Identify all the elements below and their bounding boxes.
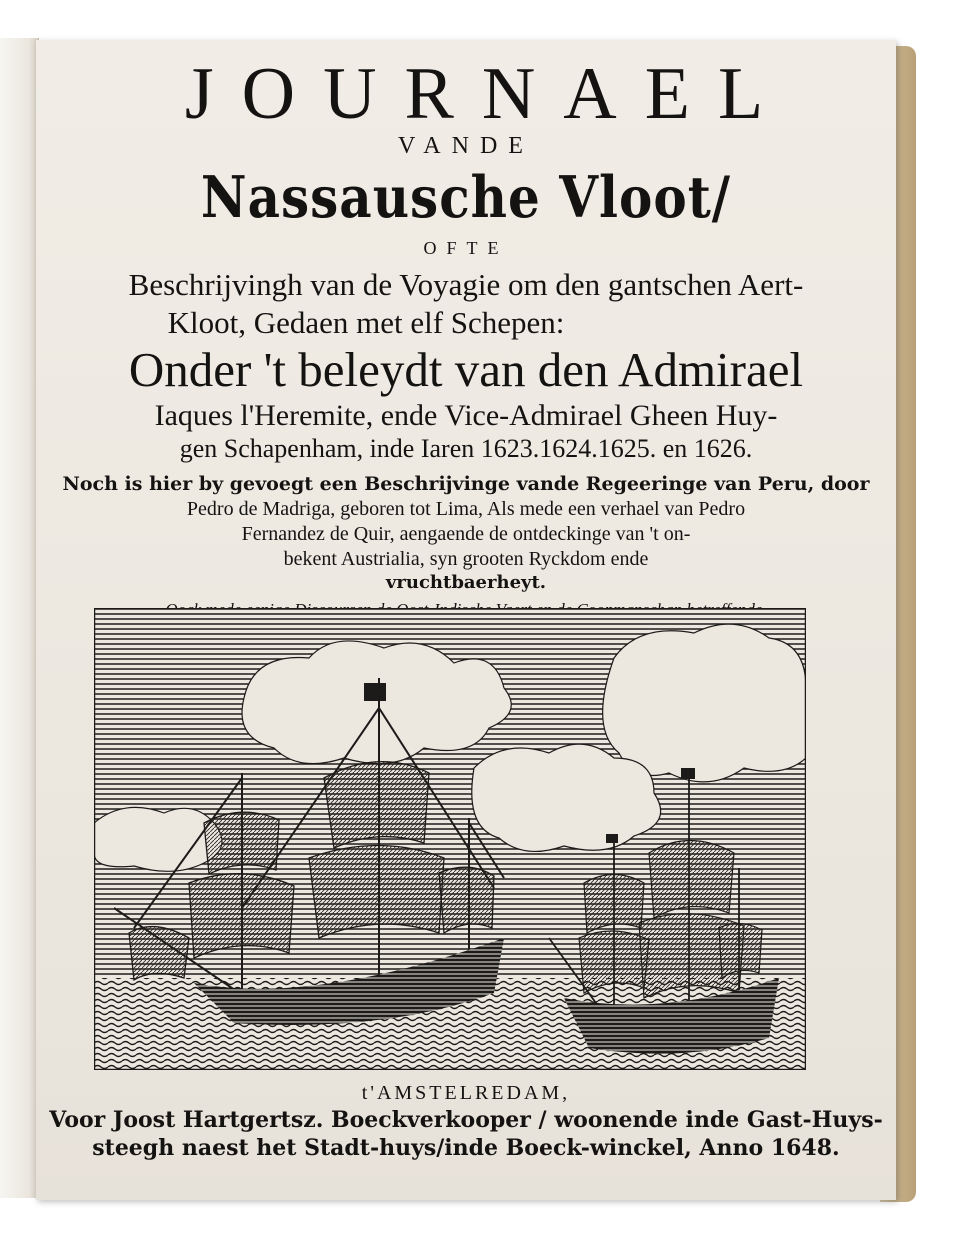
addition-line-3: Fernandez de Quir, aengaende de ontdeckinge van 't on- xyxy=(241,523,691,545)
addition-line-5: vruchtbaerheyt. xyxy=(385,572,547,593)
ships-woodcut xyxy=(94,608,806,1070)
title-vande: VANDE xyxy=(398,133,534,159)
facing-blank-page xyxy=(0,38,39,1198)
addition-line-4: bekent Austrialia, syn grooten Ryckdom ende xyxy=(283,548,649,570)
title-ofte: OFTE xyxy=(423,238,509,258)
place-of-publication: t'AMSTELREDAM, xyxy=(361,1082,571,1104)
admirals-line-1: Iaques l'Heremite, ende Vice-Admirael Gheen Huy- xyxy=(154,399,778,432)
book-title: JOURNAEL xyxy=(184,53,792,135)
addition-line-2: Pedro de Madriga, geboren tot Lima, Als mede een verhael van Pedro xyxy=(186,498,746,520)
title-page xyxy=(36,40,896,1200)
description-line-1: Beschrijvingh van de Voyagie om den gantschen Aert- xyxy=(128,267,804,302)
addition-line-1: Noch is hier by gevoegt een Beschrijvinge vande Regeeringe van Peru, door xyxy=(62,473,870,495)
imprint-line-1: Voor Joost Hartgertsz. Boeckverkooper / woonende inde Gast-Huys- xyxy=(49,1107,883,1133)
fleet-title: Nassausche Vloot/ xyxy=(200,163,732,231)
command-line: Onder 't beleydt van den Admirael xyxy=(128,342,804,397)
imprint-line-2: steegh naest het Stadt-huys/inde Boeck-winckel, Anno 1648. xyxy=(92,1135,840,1161)
admirals-line-2: gen Schapenham, inde Iaren 1623.1624.1625. en 1626. xyxy=(179,434,753,463)
description-line-2: Kloot, Gedaen met elf Schepen: xyxy=(167,305,565,340)
